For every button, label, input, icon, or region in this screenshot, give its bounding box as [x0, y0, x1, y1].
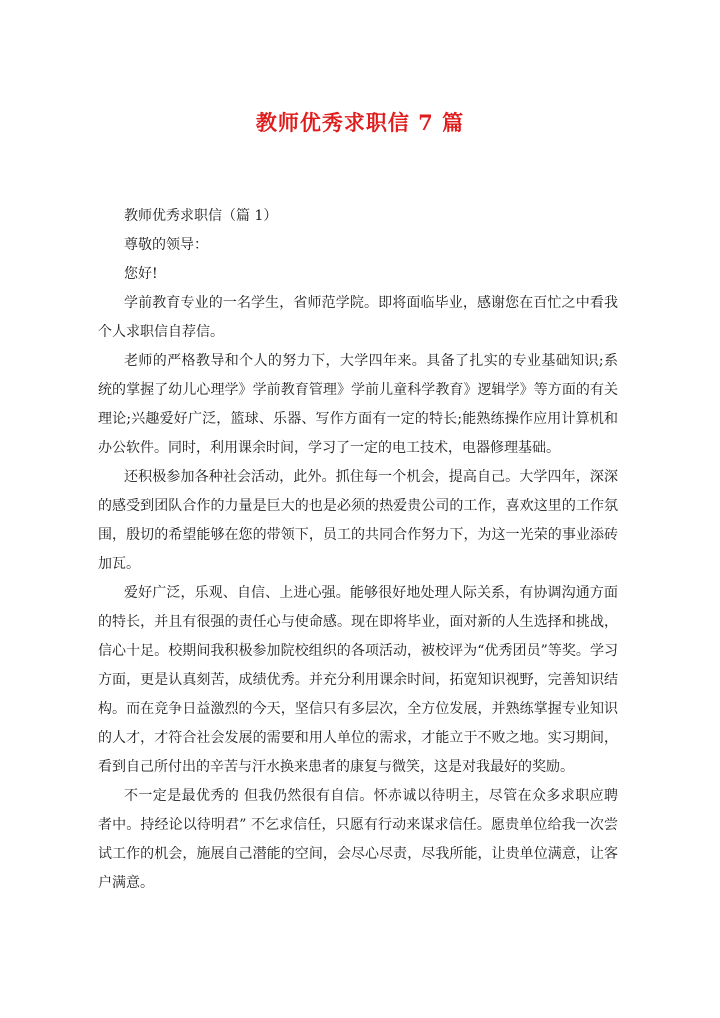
body-paragraph: 学前教育专业的一名学生，省师范学院。即将面临毕业，感谢您在百忙之中看我个人求职信自荐信。	[98, 295, 618, 340]
body-paragraph: 还积极参加各种社会活动，此外。抓住每一个机会，提高自己。大学四年，深深的感受到团队合作的力量是巨大的也是必须的热爱贵公司的工作，喜欢这里的工作氛围，殷切的希望能够在您的带领下，员工的共同合作努力下，为这一光荣的事业添砖加瓦。	[98, 469, 618, 572]
section-heading: 教师优秀求职信（篇 1）	[124, 208, 278, 224]
body-paragraph: 爱好广泛，乐观、自信、上进心强。能够很好地处理人际关系，有协调沟通方面的特长，并且有很强的责任心与使命感。现在即将毕业，面对新的人生选择和挑战，信心十足。校期间我积极参加院校组织的各项活动，被校评为“优秀团员”等奖。学习方面，更是认真刻苦，成绩优秀。并充分利用课余时间，拓宽知识视野，完善知识结构。而在竞争日益激烈的今天，坚信只有多层次，全方位发展，并熟练掌握专业知识的人才，才符合社会发展的需要和用人单位的需求，才能立于不败之地。实习期间，看到自己所付出的辛苦与汗水换来患者的康复与微笑，这是对我最好的奖励。	[98, 585, 618, 775]
body-paragraph: 老师的严格教导和个人的努力下，大学四年来。具备了扎实的专业基础知识;系统的掌握了幼儿心理学》学前教育管理》学前儿童科学教育》逻辑学》等方面的有关理论;兴趣爱好广泛，篮球、乐器、写作方面有一定的特长;能熟练操作应用计算机和办公软件。同时，利用课余时间，学习了一定的电工技术，电器修理基础。	[98, 353, 618, 456]
greeting: 您好!	[124, 266, 158, 282]
salutation: 尊敬的领导：	[124, 237, 208, 253]
document-body	[98, 202, 618, 898]
body-paragraph: 不一定是最优秀的 但我仍然很有自信。怀赤诚以待明主，尽管在众多求职应聘者中。持经论以待明君” 不乞求信任，只愿有行动来谋求信任。愿贵单位给我一次尝试工作的机会，施展自己潜能的空间，会尽心尽责，尽我所能，让贵单位满意，让客户满意。	[98, 788, 618, 891]
document-title: 教师优秀求职信 7 篇	[255, 110, 465, 135]
